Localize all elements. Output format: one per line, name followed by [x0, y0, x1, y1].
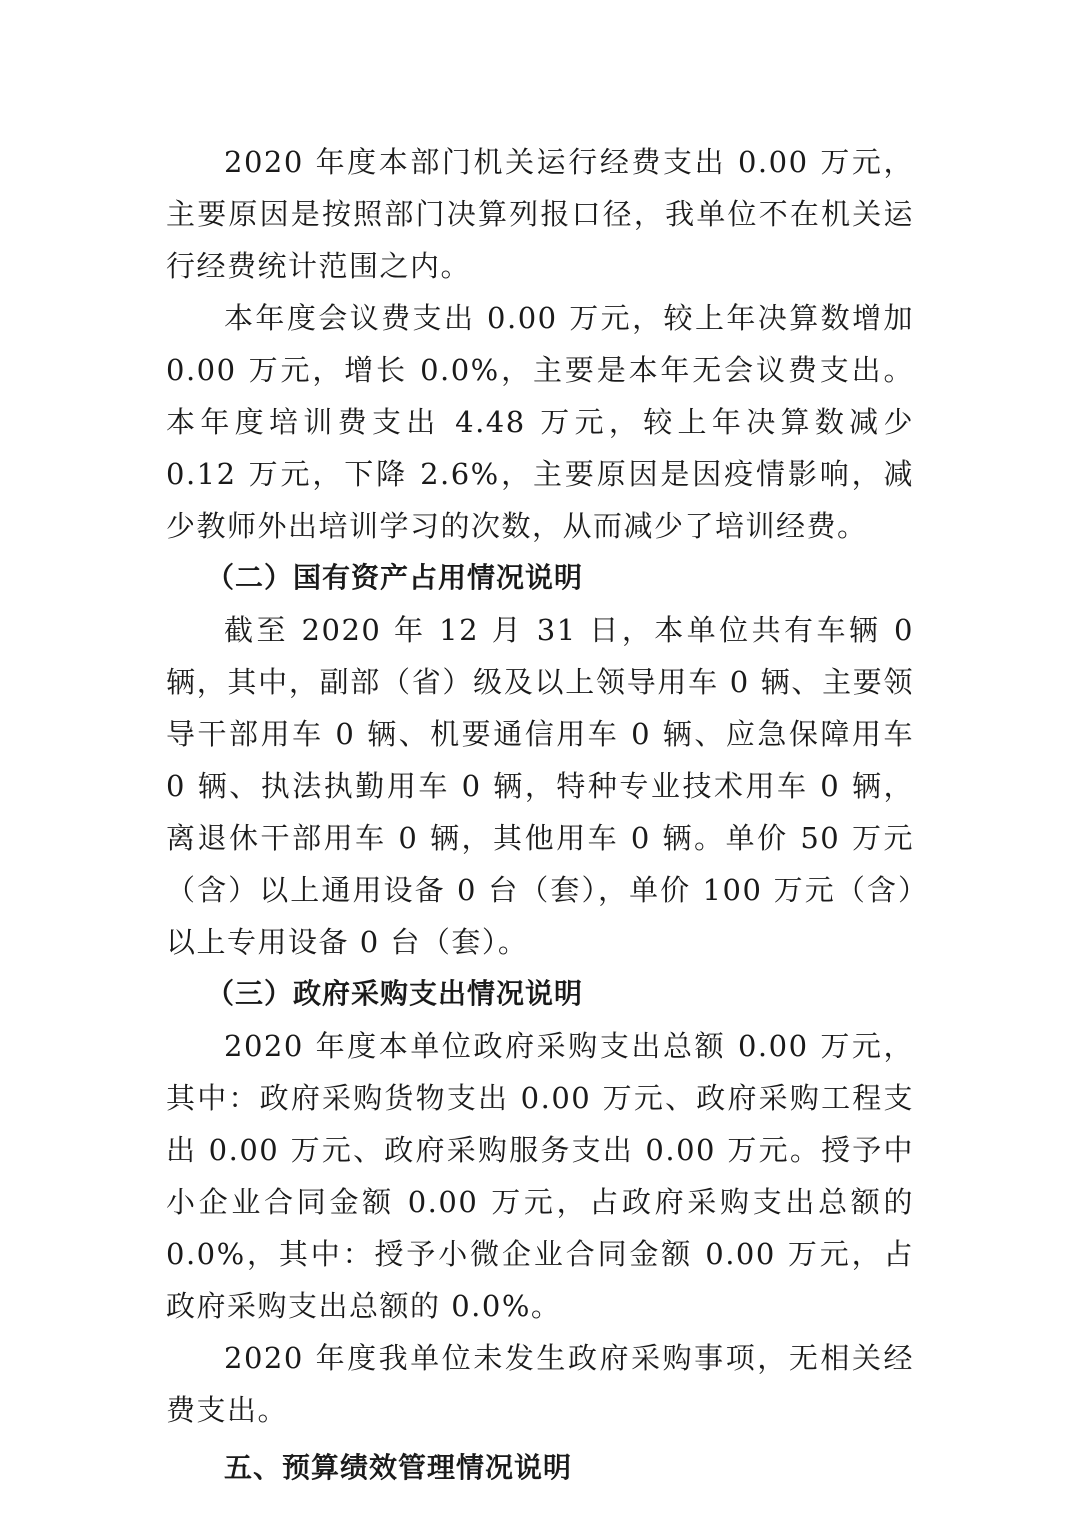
paragraph-operating-expenses: 2020 年度本部门机关运行经费支出 0.00 万元，主要原因是按照部门决算列报口径，我单位不在机关运行经费统计范围之内。: [166, 145, 914, 283]
section-heading-performance-management: 五、预算绩效管理情况说明: [224, 1451, 573, 1484]
paragraph-vehicles-equipment: 截至 2020 年 12 月 31 日，本单位共有车辆 0 辆，其中，副部（省）级及以上领导用车 0 辆、主要领导干部用车 0 辆、机要通信用车 0 辆、应急保障用车 0 辆、执法执勤用车 0 辆，特种专业技术用车 0 辆，离退休干部用车 0 辆，其他用车 0 辆。单价 50 万元（含）以上通用设备 0 台（套），单价 100 万元（含）以上专用设备 0 台（套）。: [166, 613, 914, 959]
section-heading-procurement: （三）政府采购支出情况说明: [206, 977, 584, 1010]
paragraph-meeting-training-expenses: 本年度会议费支出 0.00 万元，较上年决算数增加 0.00 万元，增长 0.0%，主要是本年无会议费支出。本年度培训费支出 4.48 万元，较上年决算数减少 0.12 万元，下降 2.6%，主要原因是因疫情影响，减少教师外出培训学习的次数，从而减少了培训经费。: [166, 301, 914, 543]
paragraph-procurement-totals: 2020 年度本单位政府采购支出总额 0.00 万元，其中：政府采购货物支出 0.00 万元、政府采购工程支出 0.00 万元、政府采购服务支出 0.00 万元。授予中小企业合同金额 0.00 万元，占政府采购支出总额的 0.0%，其中：授予小微企业合同金额 0.00 万元，占政府采购支出总额的 0.0%。: [166, 1029, 914, 1323]
section-heading-state-assets: （二）国有资产占用情况说明: [206, 561, 584, 594]
paragraph-no-procurement: 2020 年度我单位未发生政府采购事项，无相关经费支出。: [166, 1341, 914, 1427]
document-body: [166, 136, 914, 1494]
